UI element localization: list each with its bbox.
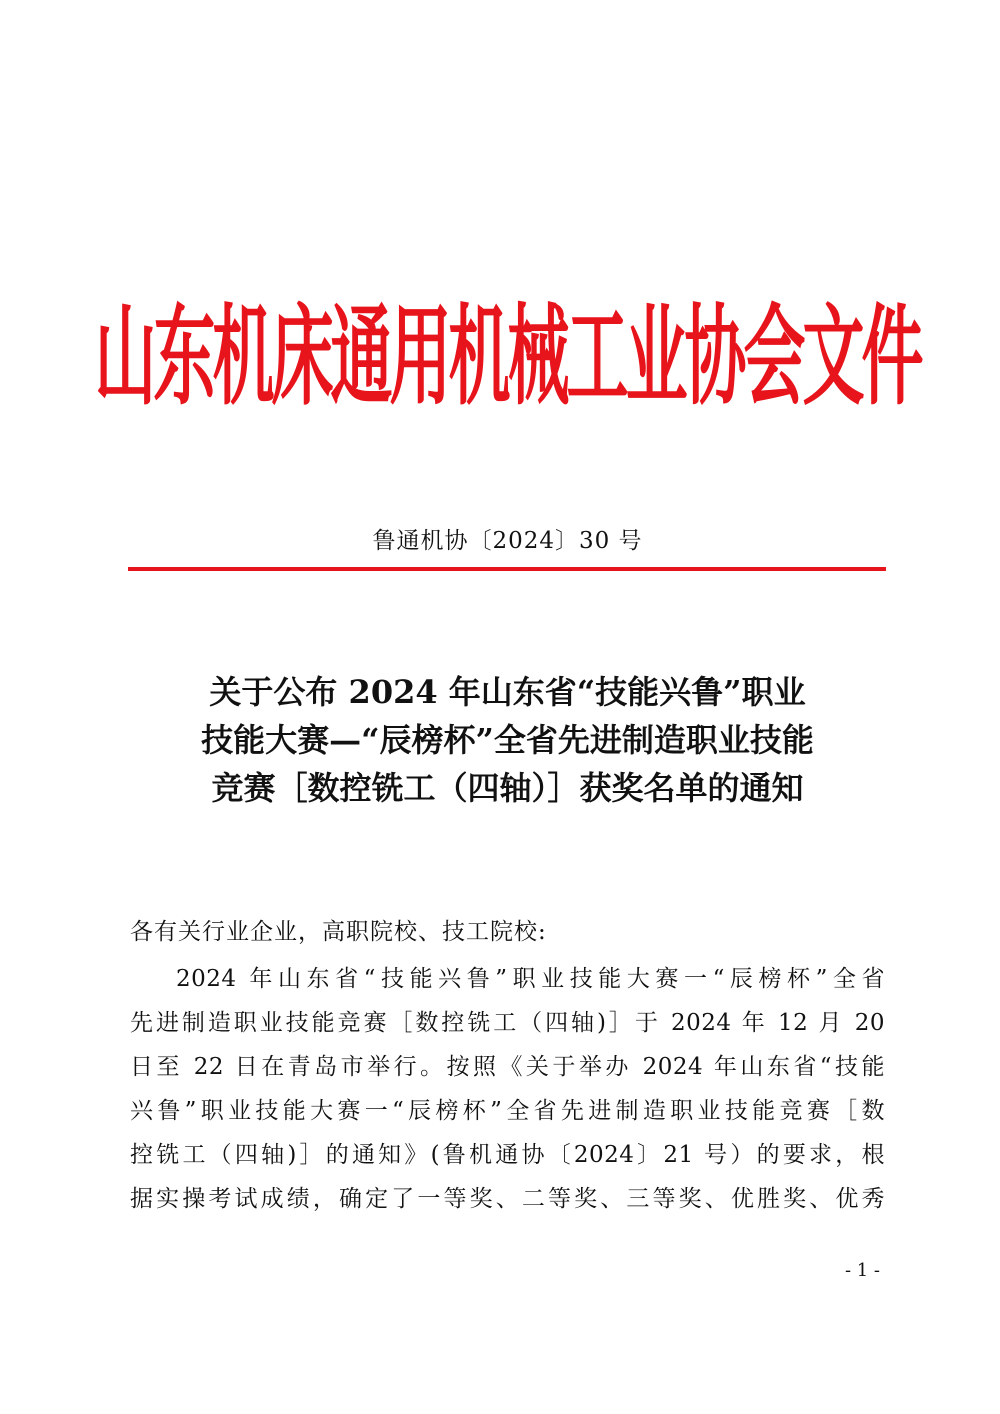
salutation: 各有关行业企业，高职院校、技工院校:	[130, 919, 547, 945]
page-number: - 1 -	[844, 1260, 880, 1281]
body-line: 据实操考试成绩，确定了一等奖、二等奖、三等奖、优胜奖、优秀	[130, 1186, 885, 1212]
title-line: 技能大赛—“辰榜杯”全省先进制造职业技能	[201, 721, 814, 759]
body-line: 兴鲁”职业技能大赛一“辰榜杯”全省先进制造职业技能竞赛［数	[130, 1098, 885, 1124]
body-line: 控铣工（四轴)］的通知》(鲁机通协〔2024〕21 号）的要求，根	[130, 1142, 885, 1168]
body-paragraph	[130, 957, 885, 1221]
body-line: 日至 22 日在青岛市举行。按照《关于举办 2024 年山东省“技能	[130, 1054, 885, 1080]
masthead	[94, 282, 921, 420]
masthead-title: 山东机床通用机械工业协会文件	[94, 291, 921, 420]
body-line: 先进制造职业技能竞赛［数控铣工（四轴)］于 2024 年 12 月 20	[130, 1010, 885, 1036]
title-line: 竞赛［数控铣工（四轴）］获奖名单的通知	[211, 769, 804, 807]
document-title	[120, 668, 895, 812]
red-divider-line	[128, 567, 886, 571]
document-number: 鲁通机协〔2024〕30 号	[372, 528, 643, 554]
title-line: 关于公布 2024 年山东省“技能兴鲁”职业	[209, 673, 806, 711]
body-line: 2024 年山东省“技能兴鲁”职业技能大赛一“辰榜杯”全省	[176, 966, 885, 992]
